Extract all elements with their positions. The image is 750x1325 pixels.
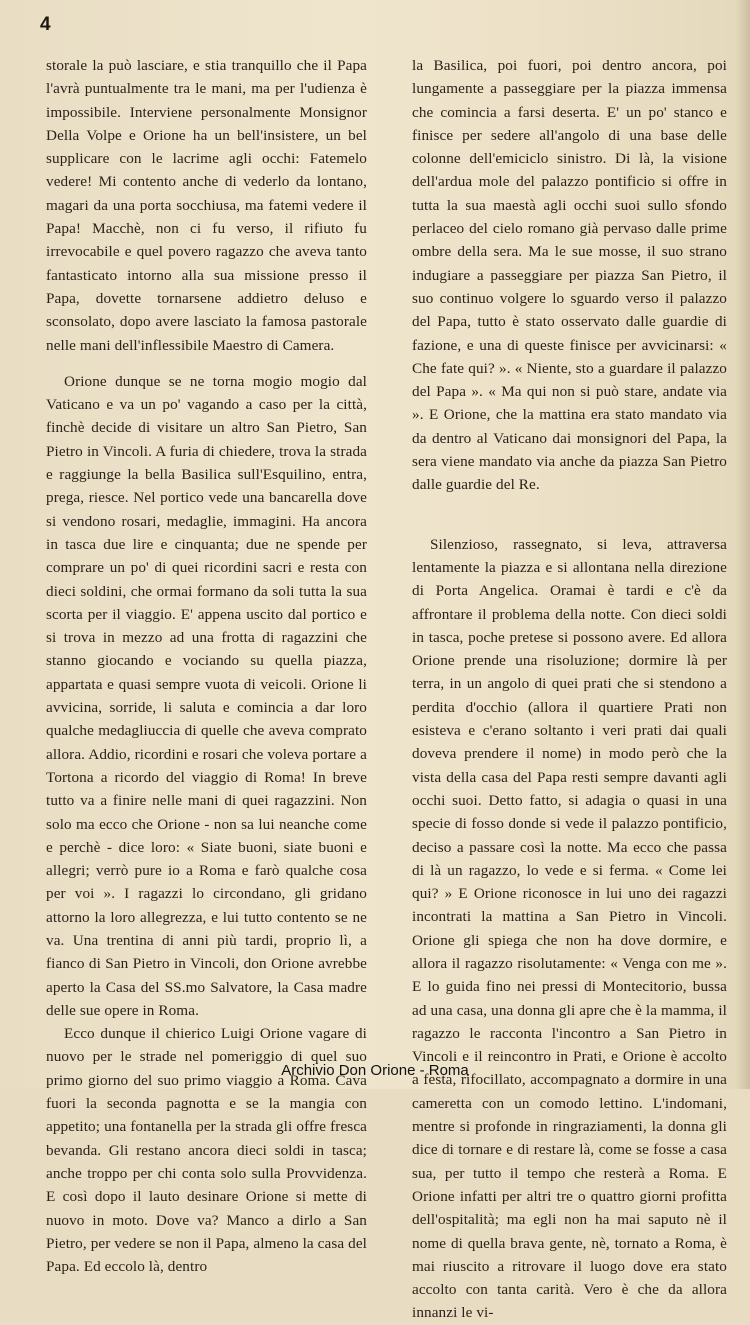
page-edge-shadow	[736, 0, 750, 1089]
paragraph: Silenzioso, rassegnato, si leva, attraversa lentamente la piazza e si allontana nella direzione di Porta Angelica. Oramai è tardi e c'è da affrontare il problema della notte. Con dieci soldi in tasca, poche pretese si possono avere. Ed allora Orione prende una risoluzione; dormire là per terra, in un angolo di quei prati che si stendono a perdita d'occhio (allora il quartiere Prati non esisteva e c'erano soltanto i veri prati dai quali doveva prendere il nome) in modo però che la vista della casa del Papa resti sempre davanti agli occhi suoi. Detto fatto, si adagia o quasi in una specie di fosso donde si vede il palazzo pontificio, deciso a passare così la notte. Ma ecco che passa di là un ragazzo, lo vede e si ferma. « Come lei qui? » E Orione riconosce in lui uno dei ragazzi incontrati la mattina a San Pietro in Vincoli. Orione gli spiega che non ha dove dormire, e allora il ragazzo risolutamente: « Venga con me ». E lo guida fino nei pressi di Montecitorio, bussa ad una casa, una donna gli apre che è la mamma, il ragazzo le racconta l'incontro a San Pietro in Vincoli e il reincontro in Prati, e Orione è accolto a festa, rifocillato, accompagnato a dormire in una cameretta con un comodo lettino. L'indomani, mentre si profonde in ringraziamenti, la donna gli dice di tornare e di restare là, come se fosse a casa sua, per tutto il tempo che resterà a Roma. E Orione infatti per altri tre o quattro giorni profitta dell'ospitalità; ma egli non ha mai saputo nè il nome di quella brava gente, nè, tornato a Roma, è mai riuscito a ritrovare il luogo dove era stato accolto con tanta carità. Vero è che da allora innanzi le vi-	[412, 535, 727, 1322]
right-column	[412, 54, 727, 1325]
page-number: 4	[40, 14, 51, 35]
paragraph: Orione dunque se ne torna mogio mogio dal Vaticano e va un po' vagando a caso per la città, finchè decide di visitare un altro San Pietro, San Pietro in Vincoli. A furia di chiedere, trova la strada e raggiunge la bella Basilica sull'Esquilino, entra, prega, riesce. Nel portico vede una bancarella dove si vendono rosari, medaglie, immagini. Ha ancora in tasca due lire e cinquanta; due ne spende per comprare un po' di quei ricordini sacri e resta con dieci soldini, che ormai formano da soli tutta la sua scorta per il viaggio. E' appena uscito dal portico e si trova in mezzo ad una frotta di ragazzini che stanno giocando e vociando su quella piazza, appartata e quasi sempre vuota di veicoli. Orione li avvicina, sorride, li saluta e comincia a dar loro qualche medagliuccia di quelle che aveva comprato allora. Addio, ricordini e rosari che voleva portare a Tortona a ricordo del viaggio di Roma! In breve tutto va a finire nelle mani di quei ragazzini. Non solo ma ecco che Orione - non sa lui neanche come e perchè - dice loro: « Siate buoni, siate buoni e allegri; verrò pure io a Roma e farò qualche cosa per voi ». I ragazzi lo circondano, gli gridano attorno la loro allegrezza, e lui tutto contento se ne va. Una trentina di anni più tardi, proprio lì, a fianco di San Pietro in Vincoli, don Orione avrebbe aperto la Casa del SS.mo Salvatore, la Casa madre delle sue opere in Roma.	[46, 372, 367, 1019]
paragraph: Ecco dunque il chierico Luigi Orione vagare di nuovo per le strade nel pomeriggio di quel suo primo giorno del suo primo viaggio a Roma. Cava fuori la seconda pagnotta e se la mangia con appetito; una fontanella per la strada gli offre fresca bevanda. Gli restano ancora dieci soldi in tasca; anche troppo per chi conta solo sulla Provvidenza. E così dopo il lauto desinare Orione si mette di nuovo in moto. Dove va? Manco a dirlo a San Pietro, per vedere se non il Papa, almeno la casa del Papa. Ed eccolo là, dentro	[46, 1025, 367, 1276]
left-column	[46, 54, 367, 1278]
paragraph: storale la può lasciare, e stia tranquillo che il Papa l'avrà puntualmente tra le mani, ma per l'udienza è impossibile. Interviene personalmente Monsignor Della Volpe e Orione ha un bell'insistere, un bel supplicare con le lacrime agli occhi: Fatemelo vedere! Mi contento anche di vederlo da lontano, magari da una porta socchiusa, ma fatemi vedere il Papa! Macchè, non ci fu verso, il rifiuto fu irrevocabile e quel povero ragazzo che aveva tanto fantasticato intorno alla sua missione presso il Papa, dovette tornarsene addietro deluso e sconsolato, dopo avere lasciato la famosa pastorale nelle mani dell'inflessibile Maestro di Camera.	[46, 57, 367, 354]
archive-footer: Archivio Don Orione - Roma	[281, 1062, 469, 1079]
paragraph: la Basilica, poi fuori, poi dentro ancora, poi lungamente a passeggiare per la piazza immensa che comincia a farsi deserta. E' un po' stanco e finisce per sedere all'angolo di una base delle colonne dell'emiciclo sinistro. Di là, la visione dell'ardua mole del palazzo pontificio si offre in tutta la sua maestà agli occhi suoi sullo sfondo perlaceo del cielo romano già pervaso dalle prime ombre della sera. Ma le sue mosse, il suo strano indugiare a passeggiare per piazza San Pietro, il suo continuo volgere lo sguardo verso il palazzo del Papa, tutto è stato osservato dalle guardie di fazione, e una di queste finisce per avvicinarsi: « Che fate qui? ». « Niente, sto a guardare il palazzo del Papa ». « Ma qui non si può stare, andate via ». E Orione, che la mattina era stato mandato via da dentro al Vaticano dai monsignori del Papa, la sera viene mandato via anche da piazza San Pietro dalle guardie del Re.	[412, 57, 727, 494]
